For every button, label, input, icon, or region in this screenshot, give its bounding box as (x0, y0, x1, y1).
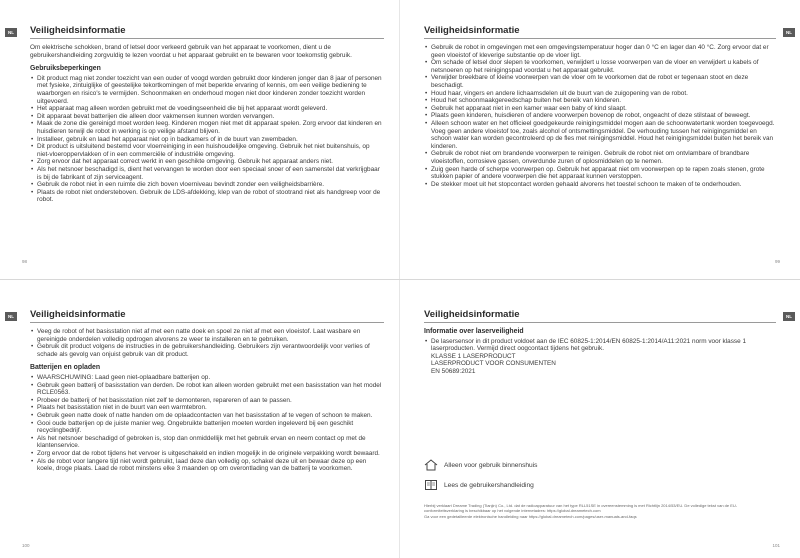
list-item: • Plaats het basisstation niet in de buurt van een warmtebron. (37, 404, 382, 412)
laser-class-lines (424, 353, 776, 376)
list-item: • Gooi oude batterijen op de juiste manier weg. Ongebruikte batterijen moeten worden ingeleverd bij een geschikt recyclingbedrijf. (37, 420, 382, 435)
read-manual-label: Lees de gebruikershandleiding (444, 481, 534, 489)
manual-book-icon (424, 479, 438, 491)
list-item: • Gebruik de robot niet om brandende voorwerpen te reinigen. Gebruik de robot niet om ontvlambare of brandbare vloeistoffen, corrosieve gassen, onverdunde zuren of oplosmiddelen op te nemen. (431, 150, 776, 165)
title-rule (424, 322, 776, 323)
bullet-list (424, 44, 776, 188)
page-number: 101 (772, 543, 780, 548)
list-item: • Gebruik de robot niet in een ruimte die zich boven vloerniveau bevindt zonder een veiligheidsbarrière. (37, 181, 382, 189)
list-item: • Dit apparaat bevat batterijen die alleen door vakmensen kunnen worden vervangen. (37, 113, 382, 121)
list-item: • Plaats geen kinderen, huisdieren of andere voorwerpen bovenop de robot, ongeacht of deze stilstaat of beweegt. (431, 112, 776, 120)
title-rule (30, 322, 384, 323)
manual-link-note: Ga voor een gedetailleerde elektronische handleiding naar https://global.dreametech.com/pages/user-manuals-and-faqs (424, 513, 637, 519)
page-body (30, 44, 382, 204)
laser-line: KLASSE 1 LASERPRODUCT (431, 352, 516, 360)
list-item: • Probeer de batterij of het basisstation niet zelf te demonteren, repareren of aan te passen. (37, 397, 382, 405)
page-body (424, 44, 776, 188)
page-number: 99 (774, 259, 780, 264)
indoor-use-row (424, 459, 537, 471)
title-rule (424, 38, 776, 39)
page-98 (0, 0, 396, 274)
page-number: 98 (22, 259, 28, 264)
list-item: • Als het netsnoer beschadigd of gebroken is, stop dan onmiddellijk met het gebruik ervan en neem contact op met de klantenservice. (37, 435, 382, 450)
indoor-use-label: Alleen voor gebruik binnenshuis (444, 461, 538, 469)
list-item: • Gebruik geen natte doek of natte handen om de oplaadcontacten van het basisstation af te vegen of schoon te maken. (37, 412, 382, 420)
page-number: 100 (22, 543, 30, 548)
list-item: • Om schade of letsel door slepen te voorkomen, verwijdert u losse voorwerpen van de vloer en verwijdert u kabels of netsnoeren op het reinigingspad voordat u het apparaat gebruikt. (431, 59, 776, 74)
list-item: • Zorg ervoor dat het apparaat correct werkt in een geschikte omgeving. Gebruik het apparaat anders niet. (37, 158, 382, 166)
list-item: • Maak de zone die gereinigd moet worden leeg. Kinderen mogen niet met dit apparaat spelen. Zorg ervoor dat kinderen en huisdieren terwijl de robot in werking is op veilige afstand blijven. (37, 120, 382, 135)
section-title: Informatie over laserveiligheid (424, 328, 524, 335)
page-99 (404, 0, 800, 274)
language-tab: NL (783, 312, 795, 321)
language-tab: NL (5, 28, 17, 37)
page-body (30, 328, 382, 473)
house-icon (424, 459, 438, 471)
list-item: • Verwijder breekbare of kleine voorwerpen van de vloer om te voorkomen dat de robot er tegenaan stoot en deze beschadigt. (431, 74, 776, 89)
list-item: • Zorg ervoor dat de robot tijdens het vervoer is uitgeschakeld en indien mogelijk in de originele verpakking wordt bewaard. (37, 450, 382, 458)
page-title: Veiligheidsinformatie (424, 309, 520, 320)
section-title: Batterijen en opladen (30, 364, 101, 372)
intro-text: Om elektrische schokken, brand of letsel door verkeerd gebruik van het apparaat te voorkomen, dient u de gebruikershandleiding zorgvuldig te lezen voordat u het apparaat gebruikt en te bewaren voor toekomstig gebruik. (30, 44, 352, 59)
title-rule (30, 38, 384, 39)
page-body (424, 328, 776, 376)
bullet-list (30, 374, 382, 473)
list-item: • De stekker moet uit het stopcontact worden gehaald alvorens het toestel schoon te maken of te onderhouden. (431, 181, 776, 189)
language-tab: NL (783, 28, 795, 37)
bullet-list (30, 75, 382, 204)
list-item: • Zuig geen harde of scherpe voorwerpen op. Gebruik het apparaat niet om voorwerpen op te rapen zoals stenen, grote stukken papier of andere voorwerpen die het apparaat kunnen verstoppen. (431, 166, 776, 181)
list-item: • Veeg de robot of het basisstation niet af met een natte doek en spoel ze niet af met een vloeistof. Laat wasbare en gereinigde onderdelen volledig opdrogen alvorens ze weer te installeren en te gebruiken. (37, 328, 382, 343)
language-tab: NL (5, 312, 17, 321)
list-item: • Dit product is uitsluitend bestemd voor vloerreiniging in een huishoudelijke omgeving. Gebruik het niet buitenshuis, op niet-vloeroppervlakken of in een commerciële of industriële omgeving. (37, 143, 382, 158)
list-item: • Plaats de robot niet ondersteboven. Gebruik de LDS-afdekking, klep van de robot of stootrand niet als handgreep voor de robot. (37, 189, 382, 204)
list-item: • Houd haar, vingers en andere lichaamsdelen uit de buurt van de zuigopening van de robot. (431, 90, 776, 98)
footnote (424, 503, 774, 519)
list-item: • Alleen schoon water en het officieel goedgekeurde reinigingsmiddel mogen aan de schoonwatertank worden toegevoegd. Voeg geen andere vloeistof toe, zoals alcohol of ontsmettingsmiddel. De verhouding tussen het reinigingsmiddel en schoon water kan worden gecontroleerd op de fles met reinigingsmiddel. Houd het reinigingsmiddel buiten het bereik van kinderen. (431, 120, 776, 150)
list-item: • Installeer, gebruik en laad het apparaat niet op in badkamers of in de buurt van zwembaden. (37, 136, 382, 144)
list-item: • Als het netsnoer beschadigd is, dient het vervangen te worden door een speciaal snoer of een samenstel dat verkrijgbaar is bij de fabrikant of zijn serviceagent. (37, 166, 382, 181)
bullet-list (30, 328, 382, 358)
section-title: Gebruiksbeperkingen (30, 65, 101, 73)
conformity-note: Hierbij verklaart Dreame Trading (Tianjin) Co., Ltd. dat de radioapparatuur van het type RLL51SE in overeenstemming is met Richtlijn 2014/53/EU. De volledige tekst van de EU-conformiteitsverklaring is beschikbaar op het volgende internetadres: https://global.dreametech.com (424, 503, 738, 514)
list-item: • Gebruik geen batterij of basisstation van derden. De robot kan alleen worden gebruikt met een basisstation van het model RCLE0563. (37, 382, 382, 397)
list-item: • Houd het schoonmaakgereedschap buiten het bereik van kinderen. (431, 97, 776, 105)
read-manual-row (424, 479, 534, 491)
laser-line: LASERPRODUCT VOOR CONSUMENTEN (431, 360, 556, 368)
page-101 (404, 284, 800, 558)
list-item: • Gebruik het apparaat niet in een kamer waar een baby of kind slaapt. (431, 105, 776, 113)
list-item: • Als de robot voor langere tijd niet wordt gebruikt, laad deze dan volledig op, schakel deze uit en bewaar deze op een koele, droge plaats. Laad de robot minstens elke 3 maanden op om overontlading van de batterij te voorkomen. (37, 458, 382, 473)
list-item: • Gebruik dit product volgens de instructies in de gebruikershandleiding. Gebruikers zijn verantwoordelijk voor verlies of schade als gevolg van onjuist gebruik van dit product. (37, 343, 382, 358)
list-item: • WAARSCHUWING: Laad geen niet-oplaadbare batterijen op. (37, 374, 382, 382)
page-title: Veiligheidsinformatie (30, 25, 126, 36)
page-title: Veiligheidsinformatie (424, 25, 520, 36)
laser-line: EN 50689:2021 (431, 367, 476, 375)
list-item: • Gebruik de robot in omgevingen met een omgevingstemperatuur hoger dan 0 °C en lager dan 40 °C. Zorg ervoor dat er geen vloeistof of kleverige substantie op de vloer ligt. (431, 44, 776, 59)
horizontal-divider (0, 279, 800, 280)
page-title: Veiligheidsinformatie (30, 309, 126, 320)
page-100 (0, 284, 396, 558)
bullet-list (424, 338, 776, 353)
list-item: • Dit product mag niet zonder toezicht van een ouder of voogd worden gebruikt door kinderen jonger dan 8 jaar of personen met fysieke, zintuiglijke of geestelijke tekortkomingen of met beperkte ervaring of kennis, om een veilige bediening te waarborgen en risico's te vermijden. Schoonmaken en onderhoud mogen niet door kinderen zonder toezicht worden uitgevoerd. (37, 75, 382, 105)
list-item: • De lasersensor in dit product voldoet aan de IEC 60825-1:2014/EN 60825-1:2014/A11:2021 norm voor klasse 1 laserproducten. Vermijd direct oogcontact tijdens het gebruik. (431, 338, 776, 353)
list-item: • Het apparaat mag alleen worden gebruikt met de voedingseenheid die bij het apparaat wordt geleverd. (37, 105, 382, 113)
